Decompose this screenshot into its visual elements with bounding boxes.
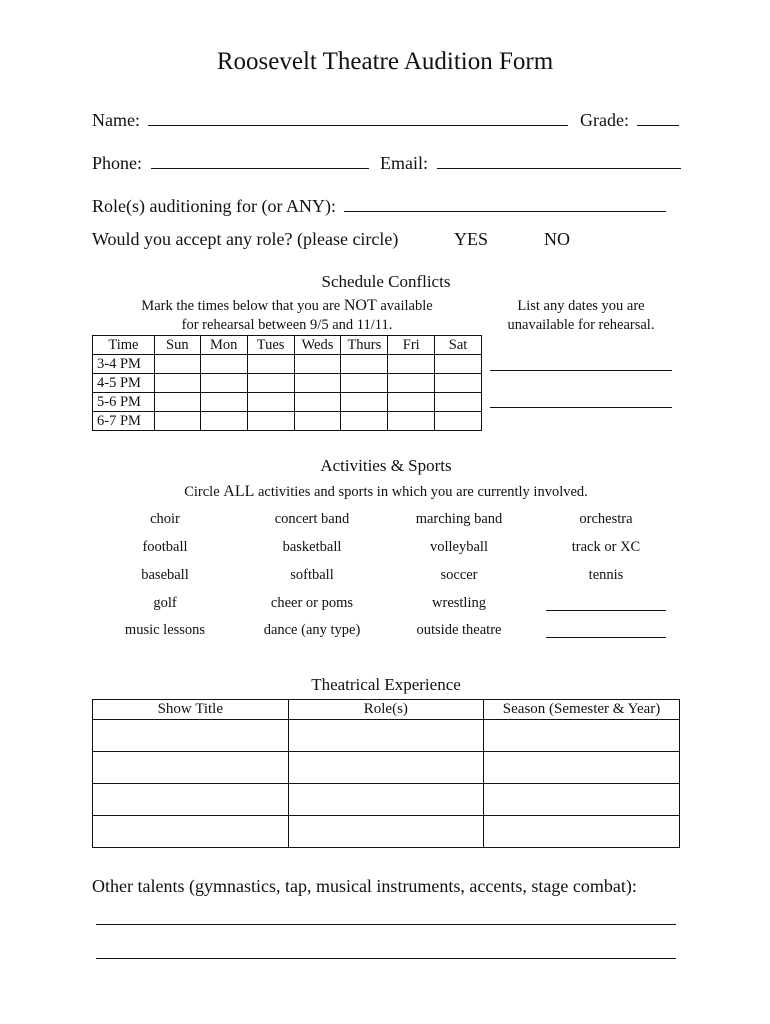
activities-instruction [92, 483, 680, 501]
dates-input-line[interactable] [490, 370, 672, 371]
phone-label: Phone: [92, 153, 143, 173]
schedule-col-header: Thurs [341, 336, 388, 355]
roles-field [92, 196, 666, 217]
experience-row [93, 816, 680, 848]
schedule-cell[interactable] [294, 412, 341, 431]
activity-tennis[interactable]: tennis [588, 567, 624, 583]
schedule-col-header: Tues [247, 336, 294, 355]
schedule-cell[interactable] [388, 374, 435, 393]
schedule-time: 5-6 PM [93, 393, 155, 412]
activity-dance[interactable]: dance (any type) [263, 622, 361, 638]
schedule-cell[interactable] [435, 412, 482, 431]
experience-row [93, 752, 680, 784]
schedule-cell[interactable] [154, 412, 200, 431]
schedule-instruction-pre: Mark the times below that you are [141, 298, 344, 314]
activities-instruction-all: ALL [223, 483, 255, 500]
grade-field [580, 110, 679, 131]
schedule-row [93, 374, 482, 393]
experience-table [92, 699, 680, 848]
activity-basketball[interactable]: basketball [282, 539, 342, 555]
schedule-cell[interactable] [341, 355, 388, 374]
schedule-time: 4-5 PM [93, 374, 155, 393]
schedule-col-header: Sun [154, 336, 200, 355]
schedule-cell[interactable] [247, 412, 294, 431]
schedule-time: 3-4 PM [93, 355, 155, 374]
schedule-cell[interactable] [388, 355, 435, 374]
activity-wrestling[interactable]: wrestling [432, 595, 486, 611]
activity-softball[interactable]: softball [290, 567, 334, 583]
activity-cheer-poms[interactable]: cheer or poms [270, 595, 354, 611]
schedule-instruction-line2: for rehearsal between 9/5 and 11/11. [181, 317, 393, 333]
schedule-cell[interactable] [341, 412, 388, 431]
other-talents-line[interactable] [96, 924, 676, 925]
schedule-heading: Schedule Conflicts [321, 272, 451, 291]
roles-label: Role(s) auditioning for (or ANY): [92, 196, 336, 216]
schedule-cell[interactable] [435, 393, 482, 412]
schedule-row [93, 355, 482, 374]
accept-question: Would you accept any role? (please circle) [92, 229, 399, 249]
experience-cell[interactable] [288, 784, 484, 816]
grade-input-line[interactable] [637, 111, 679, 126]
experience-header-row [93, 700, 680, 720]
schedule-col-header: Time [93, 336, 155, 355]
activity-volleyball[interactable]: volleyball [430, 539, 488, 555]
schedule-instruction-line1 [92, 297, 482, 315]
experience-row [93, 720, 680, 752]
name-input-line[interactable] [148, 111, 568, 126]
activities-instruction-post: activities and sports in which you are currently involved. [254, 484, 588, 500]
experience-cell[interactable] [484, 720, 680, 752]
schedule-header-row [93, 336, 482, 355]
schedule-col-header: Sat [435, 336, 482, 355]
experience-cell[interactable] [93, 816, 289, 848]
schedule-cell[interactable] [154, 393, 200, 412]
experience-cell[interactable] [484, 816, 680, 848]
activity-golf[interactable]: golf [153, 595, 177, 611]
experience-col-header: Season (Semester & Year) [484, 700, 680, 720]
experience-cell[interactable] [93, 784, 289, 816]
activity-track-xc[interactable]: track or XC [571, 539, 641, 555]
email-input-line[interactable] [437, 154, 681, 169]
schedule-cell[interactable] [200, 393, 247, 412]
experience-col-header: Role(s) [288, 700, 484, 720]
name-label: Name: [92, 110, 140, 130]
experience-cell[interactable] [484, 784, 680, 816]
schedule-col-header: Weds [294, 336, 341, 355]
experience-cell[interactable] [288, 816, 484, 848]
schedule-row [93, 393, 482, 412]
schedule-cell[interactable] [435, 355, 482, 374]
activity-concert-band[interactable]: concert band [274, 511, 350, 527]
activities-heading: Activities & Sports [320, 456, 452, 475]
schedule-cell[interactable] [341, 374, 388, 393]
schedule-cell[interactable] [388, 412, 435, 431]
schedule-instruction-not: NOT [343, 297, 377, 314]
experience-cell[interactable] [93, 752, 289, 784]
form-title: Roosevelt Theatre Audition Form [216, 48, 554, 75]
experience-cell[interactable] [93, 720, 289, 752]
activity-choir[interactable]: choir [150, 511, 180, 527]
schedule-cell[interactable] [388, 393, 435, 412]
activity-marching-band[interactable]: marching band [415, 511, 503, 527]
yes-option[interactable]: YES [454, 229, 489, 249]
no-option[interactable]: NO [544, 229, 570, 249]
schedule-time: 6-7 PM [93, 412, 155, 431]
schedule-cell[interactable] [200, 412, 247, 431]
schedule-cell[interactable] [294, 393, 341, 412]
phone-input-line[interactable] [151, 154, 369, 169]
grade-label: Grade: [580, 110, 629, 130]
dates-note-line1: List any dates you are [517, 298, 645, 314]
schedule-table [92, 335, 482, 431]
schedule-cell[interactable] [154, 355, 200, 374]
schedule-instruction-post: available [376, 298, 433, 314]
activity-music-lessons[interactable]: music lessons [124, 622, 206, 638]
schedule-cell[interactable] [435, 374, 482, 393]
dates-note-line2: unavailable for rehearsal. [507, 317, 655, 333]
other-talents-label: Other talents (gymnastics, tap, musical instruments, accents, stage combat): [92, 876, 637, 896]
schedule-cell[interactable] [200, 355, 247, 374]
schedule-cell[interactable] [294, 374, 341, 393]
schedule-row [93, 412, 482, 431]
experience-cell[interactable] [288, 752, 484, 784]
activity-other-line[interactable] [546, 637, 666, 638]
schedule-cell[interactable] [154, 374, 200, 393]
schedule-cell[interactable] [247, 374, 294, 393]
experience-cell[interactable] [288, 720, 484, 752]
email-field [380, 153, 681, 174]
schedule-cell[interactable] [341, 393, 388, 412]
experience-heading: Theatrical Experience [311, 675, 461, 694]
activity-football[interactable]: football [142, 539, 188, 555]
dates-input-line[interactable] [490, 407, 672, 408]
activity-baseball[interactable]: baseball [141, 567, 189, 583]
experience-col-header: Show Title [93, 700, 289, 720]
email-label: Email: [380, 153, 428, 173]
schedule-col-header: Mon [200, 336, 247, 355]
activity-orchestra[interactable]: orchestra [579, 511, 633, 527]
schedule-col-header: Fri [388, 336, 435, 355]
activity-soccer[interactable]: soccer [440, 567, 478, 583]
name-field [92, 110, 568, 131]
experience-row [93, 784, 680, 816]
roles-input-line[interactable] [344, 197, 666, 212]
schedule-cell[interactable] [200, 374, 247, 393]
phone-field [92, 153, 369, 174]
schedule-cell[interactable] [247, 355, 294, 374]
experience-cell[interactable] [484, 752, 680, 784]
activities-instruction-pre: Circle [184, 484, 224, 500]
schedule-cell[interactable] [294, 355, 341, 374]
other-talents-line[interactable] [96, 958, 676, 959]
activity-outside-theatre[interactable]: outside theatre [416, 622, 502, 638]
activity-other-line[interactable] [546, 610, 666, 611]
schedule-cell[interactable] [247, 393, 294, 412]
